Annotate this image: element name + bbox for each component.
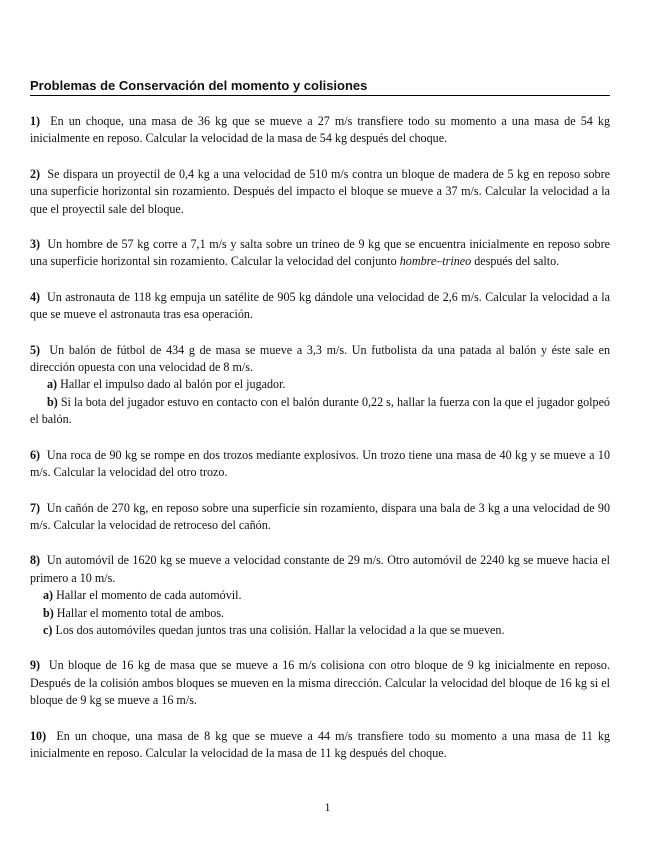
problem-text: Una roca de 90 kg se rompe en dos trozos mediante explosivos. Un trozo tiene una masa de 40 kg y se mueve a 10 m/s. Calcular la velocidad del otro trozo.	[30, 447, 611, 480]
problem-text: Un cañón de 270 kg, en reposo sobre una superficie sin rozamiento, dispara una bala de 3 kg a una velocidad de 90 m/s. Calcular la velocidad de retroceso del cañón.	[30, 500, 610, 532]
problem-8	[30, 552, 610, 639]
subproblem-text: Los dos automóviles quedan juntos tras una colisión. Hallar la velocidad a la que se mueven.	[55, 622, 505, 637]
page-title: Problemas de Conservación del momento y colisiones	[30, 78, 610, 96]
problem-7	[30, 500, 610, 535]
problem-number: 10)	[30, 728, 47, 743]
problem-3	[30, 236, 610, 271]
subproblem-label: a)	[43, 588, 54, 603]
document-page	[30, 78, 610, 780]
problem-text-emphasis: hombre–trineo	[399, 254, 472, 269]
subproblem-a	[30, 587, 610, 604]
problem-text: Un hombre de 57 kg corre a 7,1 m/s y salta sobre un trineo de 9 kg que se encuentra inicialmente en reposo sobre una superficie horizontal sin rozamiento. Calcular la velocidad del conjunto	[30, 237, 610, 269]
subproblem-b	[30, 605, 610, 622]
problem-number: 6)	[30, 447, 41, 462]
page-number: 1	[324, 800, 331, 814]
problem-text-end: después del salto.	[474, 254, 560, 269]
problem-text: En un choque, una masa de 36 kg que se mueve a 27 m/s transfiere todo su momento a una masa de 54 kg inicialmente en reposo. Calcular la velocidad de la masa de 54 kg después del choque.	[30, 114, 610, 146]
problem-number: 7)	[30, 500, 41, 515]
subproblem-label: a)	[47, 377, 58, 392]
subproblem-text: Hallar el momento de cada automóvil.	[56, 588, 242, 603]
problem-text: Un astronauta de 118 kg empuja un satélite de 905 kg dándole una velocidad de 2,6 m/s. Calcular la velocidad a la que se mueve el astronauta tras esa operación.	[30, 289, 611, 322]
subproblem-label: b)	[47, 394, 58, 409]
problem-number: 5)	[30, 342, 41, 357]
problem-2	[30, 166, 610, 218]
problem-text: Un automóvil de 1620 kg se mueve a velocidad constante de 29 m/s. Otro automóvil de 2240 kg se mueve hacia el primero a 10 m/s.	[30, 553, 610, 585]
subproblem-text: Hallar el momento total de ambos.	[56, 605, 225, 620]
problem-text: Un balón de fútbol de 434 g de masa se mueve a 3,3 m/s. Un futbolista da una patada al balón y éste sale en dirección opuesta con una velocidad de 8 m/s.	[30, 342, 610, 375]
problem-number: 3)	[30, 237, 41, 252]
subproblem-c	[30, 622, 610, 639]
problem-5	[30, 342, 610, 429]
problem-10	[30, 728, 610, 763]
problem-number: 8)	[30, 553, 41, 568]
problem-text: Se dispara un proyectil de 0,4 kg a una velocidad de 510 m/s contra un bloque de madera de 5 kg en reposo sobre una superficie horizontal sin rozamiento. Después del impacto el bloque se mueve a 37 m/s. Calcular la velocidad a la que el proyectil sale del bloque.	[30, 166, 611, 216]
problem-text: Un bloque de 16 kg de masa que se mueve a 16 m/s colisiona con otro bloque de 9 kg inicialmente en reposo. Después de la colisión ambos bloques se mueven en la misma dirección. Calcular la velocidad del bloque de 16 kg si el bloque de 9 kg se mueve a 16 m/s.	[30, 658, 610, 708]
subproblem-a	[30, 376, 610, 393]
subproblem-text: Si la bota del jugador estuvo en contacto con el balón durante 0,22 s, hallar la fuerza con la que el jugador golpeó el balón.	[30, 394, 610, 427]
problem-number: 9)	[30, 658, 41, 673]
problem-1	[30, 113, 610, 148]
problem-number: 2)	[30, 166, 41, 181]
problem-number: 1)	[30, 114, 41, 128]
problem-text: En un choque, una masa de 8 kg que se mueve a 44 m/s transfiere todo su momento a una masa de 11 kg inicialmente en reposo. Calcular la velocidad de la masa de 11 kg después del choque.	[30, 728, 611, 760]
subproblem-label: b)	[43, 605, 54, 620]
subproblem-label: c)	[43, 622, 53, 637]
problem-9	[30, 657, 610, 709]
subproblem-b	[30, 394, 610, 429]
problem-4	[30, 289, 610, 324]
problem-6	[30, 447, 610, 482]
problem-number: 4)	[30, 289, 41, 304]
subproblem-text: Hallar el impulso dado al balón por el jugador.	[60, 377, 286, 392]
